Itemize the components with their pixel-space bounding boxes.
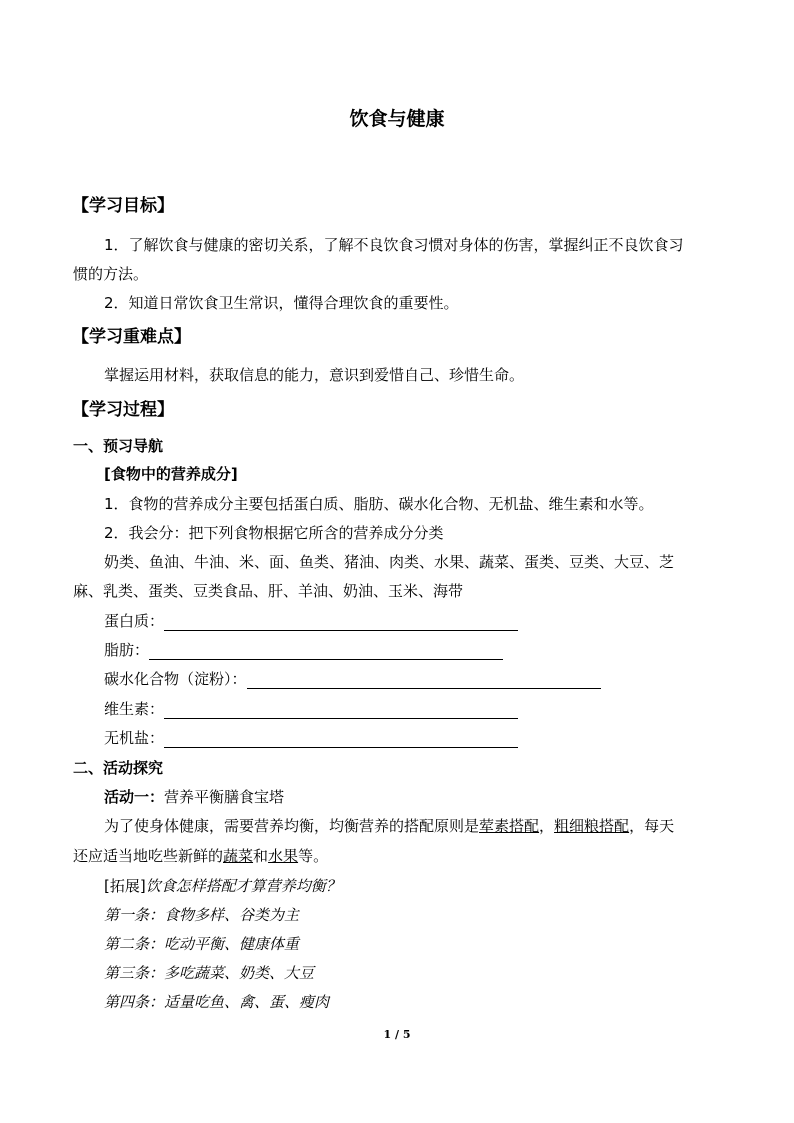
para-text: ， <box>539 817 555 835</box>
blank-vitamin <box>104 698 518 719</box>
key-points-heading: 【学习重难点】 <box>72 327 191 347</box>
extend-line <box>104 875 341 896</box>
activity-one-label: 活动一： <box>104 788 165 806</box>
blank-protein <box>104 610 518 631</box>
answer-coarse-fine: 粗细粮搭配 <box>554 817 630 835</box>
para-text: 等。 <box>298 847 329 865</box>
page-number: 1 / 5 <box>383 1028 411 1041</box>
blank-fat-label: 脂肪： <box>104 641 150 659</box>
objectives-heading: 【学习目标】 <box>72 196 174 216</box>
fat-answer-line[interactable] <box>149 645 503 660</box>
preview-item-2: 2．我会分：把下列食物根据它所含的营养成分分类 <box>104 524 444 542</box>
objective-1-line-1: 1．了解饮食与健康的密切关系，了解不良饮食习惯对身体的伤害，掌握纠正不良饮食习 <box>104 236 684 254</box>
para-text: 为了使身体健康，需要营养均衡，均衡营养的搭配原则是 <box>104 817 480 835</box>
preview-subheading: [食物中的营养成分] <box>104 465 238 483</box>
activity-heading: 二、活动探究 <box>73 759 164 777</box>
document-title: 饮食与健康 <box>349 108 445 130</box>
activity-one <box>104 786 284 807</box>
preview-heading: 一、预习导航 <box>73 437 164 455</box>
blank-mineral-label: 无机盐： <box>104 729 165 747</box>
blank-mineral <box>104 727 518 748</box>
rule-4: 第四条：适量吃鱼、禽、蛋、瘦肉 <box>104 993 330 1011</box>
para-text: 还应适当地吃些新鲜的 <box>73 847 224 865</box>
key-points-text: 掌握运用材料，获取信息的能力，意识到爱惜自己、珍惜生命。 <box>104 366 525 384</box>
rule-3: 第三条：多吃蔬菜、奶类、大豆 <box>104 964 315 982</box>
extend-label: [拓展] <box>104 877 146 895</box>
food-list-line-2: 麻、乳类、蛋类、豆类食品、肝、羊油、奶油、玉米、海带 <box>73 582 464 600</box>
blank-vitamin-label: 维生素： <box>104 700 165 718</box>
carbs-answer-line[interactable] <box>247 674 601 689</box>
rule-1: 第一条：食物多样、谷类为主 <box>104 906 300 924</box>
protein-answer-line[interactable] <box>164 616 518 631</box>
mineral-answer-line[interactable] <box>164 733 518 748</box>
blank-carbs-label: 碳水化合物（淀粉）： <box>104 670 247 688</box>
vitamin-answer-line[interactable] <box>164 704 518 719</box>
food-list-line-1: 奶类、鱼油、牛油、米、面、鱼类、猪油、肉类、水果、蔬菜、蛋类、豆类、大豆、芝 <box>104 553 675 571</box>
activity-paragraph-line-1 <box>104 815 674 836</box>
rule-2: 第二条：吃动平衡、健康体重 <box>104 935 300 953</box>
blank-fat <box>104 639 503 660</box>
objective-2: 2．知道日常饮食卫生常识，懂得合理饮食的重要性。 <box>104 294 459 312</box>
para-text: 和 <box>253 847 269 865</box>
extend-question: 饮食怎样搭配才算营养均衡？ <box>145 877 341 895</box>
answer-fruit: 水果 <box>268 847 299 865</box>
activity-one-title: 营养平衡膳食宝塔 <box>164 788 285 806</box>
blank-carbs <box>104 668 601 689</box>
preview-item-1: 1．食物的营养成分主要包括蛋白质、脂肪、碳水化合物、无机盐、维生素和水等。 <box>104 495 654 513</box>
para-text: ，每天 <box>629 817 675 835</box>
answer-vegetables: 蔬菜 <box>223 847 254 865</box>
objective-1-line-2: 惯的方法。 <box>73 265 149 283</box>
process-heading: 【学习过程】 <box>72 400 174 420</box>
blank-protein-label: 蛋白质： <box>104 612 165 630</box>
activity-paragraph-line-2 <box>73 845 328 866</box>
answer-meat-veg: 荤素搭配 <box>479 817 540 835</box>
